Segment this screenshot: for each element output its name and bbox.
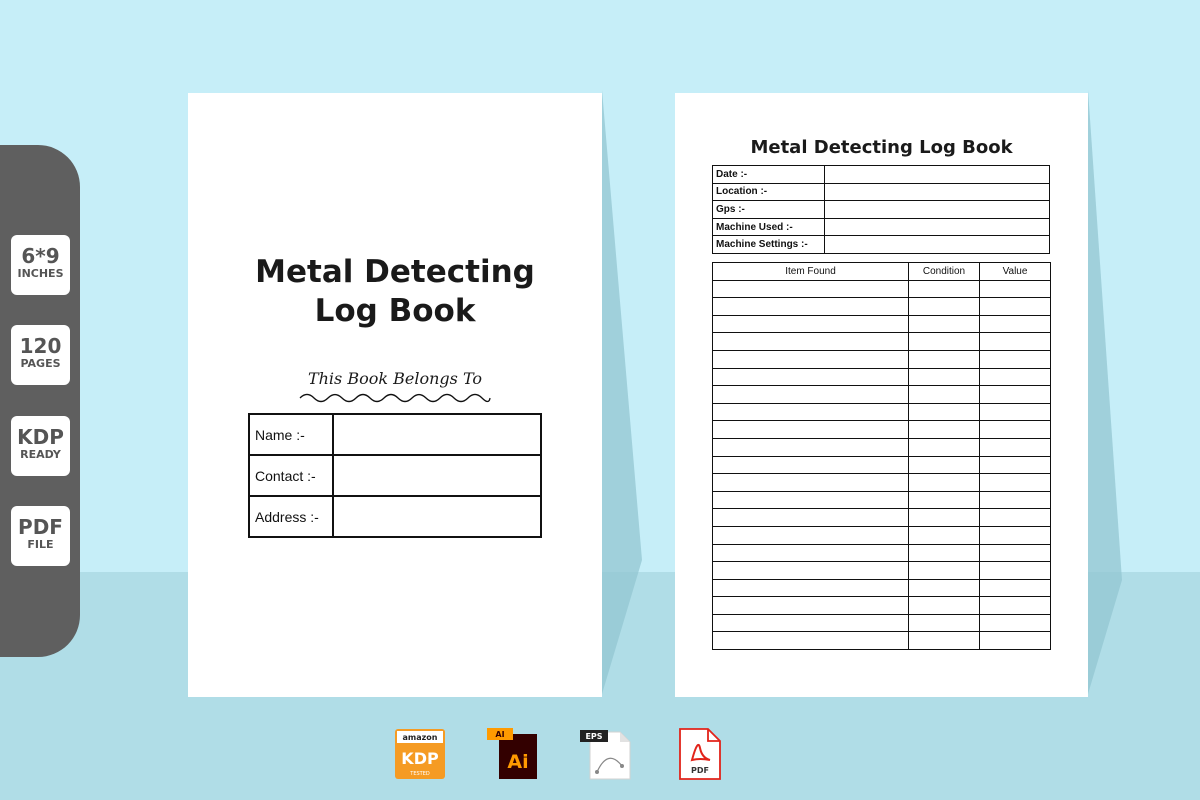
table-cell bbox=[980, 579, 1051, 597]
cover-title-line: Metal Detecting bbox=[255, 254, 535, 290]
table-cell bbox=[909, 315, 980, 333]
table-row bbox=[713, 526, 1051, 544]
field-value bbox=[825, 166, 1050, 184]
table-cell bbox=[909, 333, 980, 351]
table-cell bbox=[713, 368, 909, 386]
table-cell bbox=[980, 456, 1051, 474]
table-row bbox=[713, 386, 1051, 404]
field-value bbox=[825, 236, 1050, 254]
table-row bbox=[713, 562, 1051, 580]
badge-label: PAGES bbox=[20, 357, 61, 370]
badge-label: READY bbox=[20, 448, 61, 461]
table-cell bbox=[713, 386, 909, 404]
table-cell bbox=[713, 614, 909, 632]
eps-tab-text: EPS bbox=[585, 732, 603, 741]
kdp-sub-text: TESTED bbox=[410, 771, 430, 777]
table-cell bbox=[713, 315, 909, 333]
eps-file-icon bbox=[580, 728, 632, 780]
items-table bbox=[712, 262, 1051, 650]
table-cell bbox=[980, 315, 1051, 333]
table-cell bbox=[909, 438, 980, 456]
cover-title bbox=[188, 253, 602, 331]
table-row bbox=[713, 166, 1050, 184]
table-cell bbox=[713, 474, 909, 492]
table-cell bbox=[909, 386, 980, 404]
table-cell bbox=[980, 597, 1051, 615]
table-cell bbox=[980, 509, 1051, 527]
table-cell bbox=[713, 562, 909, 580]
table-cell bbox=[909, 491, 980, 509]
table-cell bbox=[980, 280, 1051, 298]
field-value bbox=[825, 218, 1050, 236]
file-badge bbox=[11, 506, 70, 566]
table-cell bbox=[713, 544, 909, 562]
field-label: Name :- bbox=[249, 414, 333, 455]
field-value bbox=[333, 414, 541, 455]
table-row bbox=[713, 579, 1051, 597]
table-cell bbox=[980, 491, 1051, 509]
table-cell bbox=[713, 579, 909, 597]
table-row bbox=[713, 597, 1051, 615]
wave-divider bbox=[298, 390, 492, 406]
table-row bbox=[713, 614, 1051, 632]
table-cell bbox=[909, 614, 980, 632]
field-label: Location :- bbox=[713, 183, 825, 201]
table-row bbox=[713, 632, 1051, 650]
table-cell bbox=[713, 350, 909, 368]
table-cell bbox=[980, 386, 1051, 404]
table-row bbox=[713, 421, 1051, 439]
table-cell bbox=[713, 456, 909, 474]
table-cell bbox=[980, 350, 1051, 368]
table-cell bbox=[980, 333, 1051, 351]
kdp-top-text: amazon bbox=[402, 733, 438, 742]
table-cell bbox=[980, 421, 1051, 439]
ai-tab-text: AI bbox=[495, 730, 505, 739]
table-cell bbox=[713, 509, 909, 527]
table-cell bbox=[980, 403, 1051, 421]
table-cell bbox=[909, 350, 980, 368]
info-table bbox=[712, 165, 1050, 254]
table-cell bbox=[980, 368, 1051, 386]
cover-title-line: Log Book bbox=[314, 293, 476, 329]
field-label: Date :- bbox=[713, 166, 825, 184]
table-cell bbox=[909, 562, 980, 580]
size-badge bbox=[11, 235, 70, 295]
field-value bbox=[333, 496, 541, 537]
table-row bbox=[713, 201, 1050, 219]
table-row bbox=[713, 298, 1051, 316]
table-row bbox=[713, 183, 1050, 201]
log-page bbox=[675, 93, 1088, 697]
table-cell bbox=[980, 474, 1051, 492]
table-cell bbox=[713, 298, 909, 316]
table-cell bbox=[909, 298, 980, 316]
table-row bbox=[713, 509, 1051, 527]
table-cell bbox=[909, 544, 980, 562]
illustrator-icon bbox=[487, 728, 539, 780]
table-row bbox=[713, 333, 1051, 351]
field-value bbox=[825, 201, 1050, 219]
table-row bbox=[713, 456, 1051, 474]
pages-badge bbox=[11, 325, 70, 385]
log-title: Metal Detecting Log Book bbox=[750, 137, 1013, 158]
table-row bbox=[713, 474, 1051, 492]
table-row bbox=[713, 236, 1050, 254]
table-cell bbox=[909, 526, 980, 544]
pdf-label-text: PDF bbox=[691, 766, 709, 775]
table-row bbox=[713, 218, 1050, 236]
table-cell bbox=[713, 403, 909, 421]
table-cell bbox=[980, 526, 1051, 544]
table-cell bbox=[909, 456, 980, 474]
table-row bbox=[713, 280, 1051, 298]
field-label: Contact :- bbox=[249, 455, 333, 496]
table-cell bbox=[909, 597, 980, 615]
table-row bbox=[713, 368, 1051, 386]
table-row bbox=[249, 414, 541, 455]
table-cell bbox=[713, 333, 909, 351]
badge-value: 120 bbox=[19, 334, 62, 358]
badge-label: INCHES bbox=[17, 267, 64, 280]
table-row bbox=[713, 438, 1051, 456]
field-label: Address :- bbox=[249, 496, 333, 537]
table-row bbox=[713, 491, 1051, 509]
kdp-main-text: KDP bbox=[401, 749, 439, 768]
table-cell bbox=[909, 280, 980, 298]
table-cell bbox=[909, 368, 980, 386]
table-cell bbox=[909, 421, 980, 439]
sidebar bbox=[0, 145, 80, 657]
field-label: Gps :- bbox=[713, 201, 825, 219]
table-row bbox=[249, 496, 541, 537]
table-header-row bbox=[713, 263, 1051, 281]
table-cell bbox=[713, 280, 909, 298]
column-header: Item Found bbox=[713, 263, 909, 281]
belongs-to-heading: This Book Belongs To bbox=[307, 369, 483, 388]
table-cell bbox=[713, 438, 909, 456]
table-cell bbox=[909, 474, 980, 492]
column-header: Condition bbox=[909, 263, 980, 281]
badge-value: 6*9 bbox=[21, 244, 60, 268]
table-cell bbox=[980, 632, 1051, 650]
column-header: Value bbox=[980, 263, 1051, 281]
table-cell bbox=[980, 544, 1051, 562]
items-body bbox=[713, 280, 1051, 649]
ai-main-text: Ai bbox=[507, 751, 529, 773]
table-cell bbox=[713, 421, 909, 439]
table-row bbox=[713, 403, 1051, 421]
field-value bbox=[333, 455, 541, 496]
table-row bbox=[713, 350, 1051, 368]
table-cell bbox=[713, 632, 909, 650]
table-row bbox=[713, 544, 1051, 562]
field-value bbox=[825, 183, 1050, 201]
table-cell bbox=[980, 562, 1051, 580]
badge-label: FILE bbox=[27, 538, 54, 551]
owner-table bbox=[248, 413, 542, 538]
amazon-kdp-icon bbox=[394, 728, 446, 780]
table-cell bbox=[713, 526, 909, 544]
table-cell bbox=[909, 403, 980, 421]
table-cell bbox=[909, 632, 980, 650]
table-cell bbox=[713, 597, 909, 615]
field-label: Machine Settings :- bbox=[713, 236, 825, 254]
table-cell bbox=[909, 509, 980, 527]
table-cell bbox=[909, 579, 980, 597]
badge-value: PDF bbox=[18, 515, 63, 539]
table-row bbox=[249, 455, 541, 496]
table-cell bbox=[980, 298, 1051, 316]
cover-page bbox=[188, 93, 602, 697]
field-label: Machine Used :- bbox=[713, 218, 825, 236]
table-cell bbox=[713, 491, 909, 509]
table-row bbox=[713, 315, 1051, 333]
kdp-badge bbox=[11, 416, 70, 476]
table-cell bbox=[980, 438, 1051, 456]
badge-value: KDP bbox=[17, 425, 64, 449]
pdf-file-icon bbox=[678, 728, 722, 780]
table-cell bbox=[980, 614, 1051, 632]
